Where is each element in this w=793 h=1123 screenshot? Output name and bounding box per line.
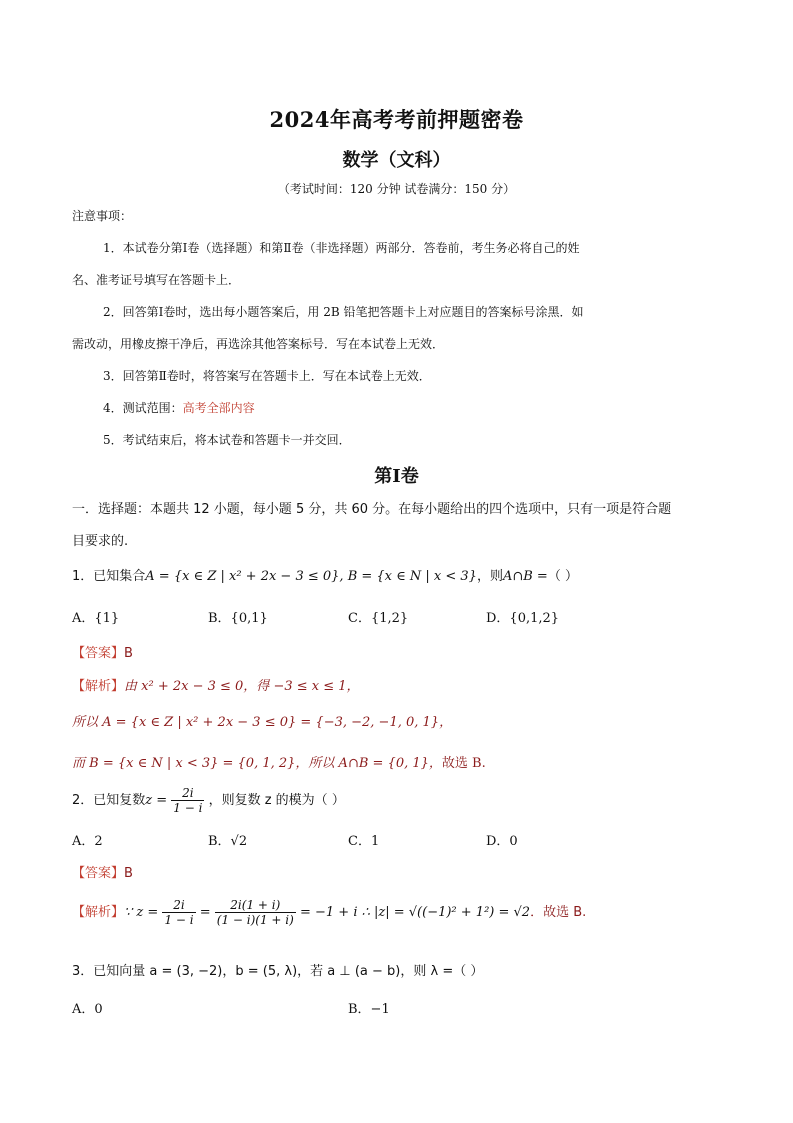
q2-a-end: ．故选 B.	[530, 905, 587, 920]
q1-analysis-line-1: 由 x² + 2x − 3 ≤ 0，得 −3 ≤ x ≤ 1，	[124, 679, 360, 694]
subject-title: 数学（文科）	[342, 150, 451, 171]
q3-stem: 3．已知向量 a = (3, −2)，b = (5, λ)，若 a ⊥ (a − b)，则 λ =（ ）	[72, 964, 484, 979]
q2-a-frac-1	[162, 898, 195, 927]
q1-option-d: D．{0,1,2}	[486, 611, 560, 626]
q2-a-rest: = −1 + i ∴ |z| = √((−1)² + 1²) = √2	[299, 905, 531, 920]
q1-option-b: B．{0,1}	[208, 611, 268, 626]
q2-analysis	[72, 898, 586, 927]
q2-a-frac-1-num: 2i	[162, 898, 195, 913]
q2-option-b: B．√2	[208, 834, 248, 849]
q1-stem-paren: （ ）	[547, 569, 578, 584]
section-title: 第Ⅰ卷	[374, 466, 419, 487]
q2-answer-label: 【答案】	[72, 866, 125, 881]
q1-stem	[72, 565, 578, 584]
note-3: 3．回答第Ⅱ卷时，将答案写在答题卡上．写在本试卷上无效．	[103, 369, 431, 383]
q2-answer-value: B	[124, 866, 133, 881]
exam-title: 2024年高考考前押题密卷	[269, 107, 524, 132]
q2-a-eq: =	[199, 905, 211, 920]
q2-z-eq: z =	[145, 793, 168, 808]
q1-analysis-3a: 而 B = {x ∈ N | x < 3} = {0, 1, 2}，所以 A∩B = {0, 1}，	[72, 756, 442, 771]
q1-option-c: C．{1,2}	[348, 611, 409, 626]
q2-analysis-label: 【解析】	[72, 905, 125, 920]
note-4-label: 4．测试范围：	[103, 401, 183, 415]
q1-stem-prefix: 1．已知集合	[72, 569, 146, 584]
q2-a-frac-2-den: (1 − i)(1 + i)	[216, 913, 294, 927]
q2-stem	[72, 786, 345, 815]
note-4-value: 高考全部内容	[182, 401, 255, 415]
q3-option-a: A．0	[72, 1002, 103, 1017]
q1-stem-expr: A∩B =	[502, 569, 548, 584]
q1-analysis-3b: 故选 B.	[441, 756, 486, 771]
q1-answer-label: 【答案】	[72, 646, 125, 661]
q2-a-because: ∵ z =	[124, 905, 159, 920]
notes-heading: 注意事项：	[72, 209, 133, 223]
note-1b: 名、准考证号填写在答题卡上．	[72, 273, 241, 287]
q2-fraction	[171, 786, 204, 815]
q2-frac-den: 1 − i	[173, 801, 203, 815]
section-intro-a: 一．选择题：本题共 12 小题，每小题 5 分，共 60 分。在每小题给出的四个选项中，只有一项是符合题	[72, 502, 672, 517]
q1-stem-tail: ，则	[476, 569, 503, 584]
q2-a-frac-2-num: 2i(1 + i)	[215, 898, 296, 913]
q2-frac-num: 2i	[171, 786, 204, 801]
q1-analysis-label: 【解析】	[72, 679, 125, 694]
section-intro-b: 目要求的.	[72, 534, 129, 549]
q2-stem-tail: ，则复数 z 的模为（ ）	[208, 793, 345, 808]
note-2b: 需改动，用橡皮擦干净后，再选涂其他答案标号．写在本试卷上无效．	[72, 337, 445, 351]
q1-answer-value: B	[124, 646, 133, 661]
note-1a: 1．本试卷分第Ⅰ卷（选择题）和第Ⅱ卷（非选择题）两部分．答卷前，考生务必将自己的姓	[103, 241, 580, 255]
q1-analysis-1	[72, 675, 360, 694]
q2-a-frac-1-den: 1 − i	[164, 913, 194, 927]
q2-option-c: C．1	[348, 834, 380, 849]
q2-option-d: D．0	[486, 834, 518, 849]
note-2a: 2．回答第Ⅰ卷时，选出每小题答案后，用 2B 铅笔把答题卡上对应题目的答案标号涂黑．如	[103, 305, 584, 319]
exam-info: （考试时间：120 分钟 试卷满分：150 分）	[277, 182, 516, 196]
q1-stem-set: A = {x ∈ Z | x² + 2x − 3 ≤ 0}, B = {x ∈ N | x < 3}	[145, 569, 477, 584]
q2-option-a: A．2	[72, 834, 103, 849]
q3-option-b: B．−1	[348, 1002, 390, 1017]
q2-answer	[72, 862, 133, 881]
note-5: 5．考试结束后，将本试卷和答题卡一并交回．	[103, 433, 351, 447]
q2-a-frac-2	[215, 898, 296, 927]
q1-option-a: A．{1}	[72, 611, 120, 626]
q1-analysis-3	[72, 752, 486, 771]
q1-analysis-2: 所以 A = {x ∈ Z | x² + 2x − 3 ≤ 0} = {−3, −2, −1, 0, 1}，	[72, 715, 453, 730]
note-4	[103, 399, 255, 416]
q2-stem-prefix: 2．已知复数	[72, 793, 146, 808]
q1-answer	[72, 642, 133, 661]
